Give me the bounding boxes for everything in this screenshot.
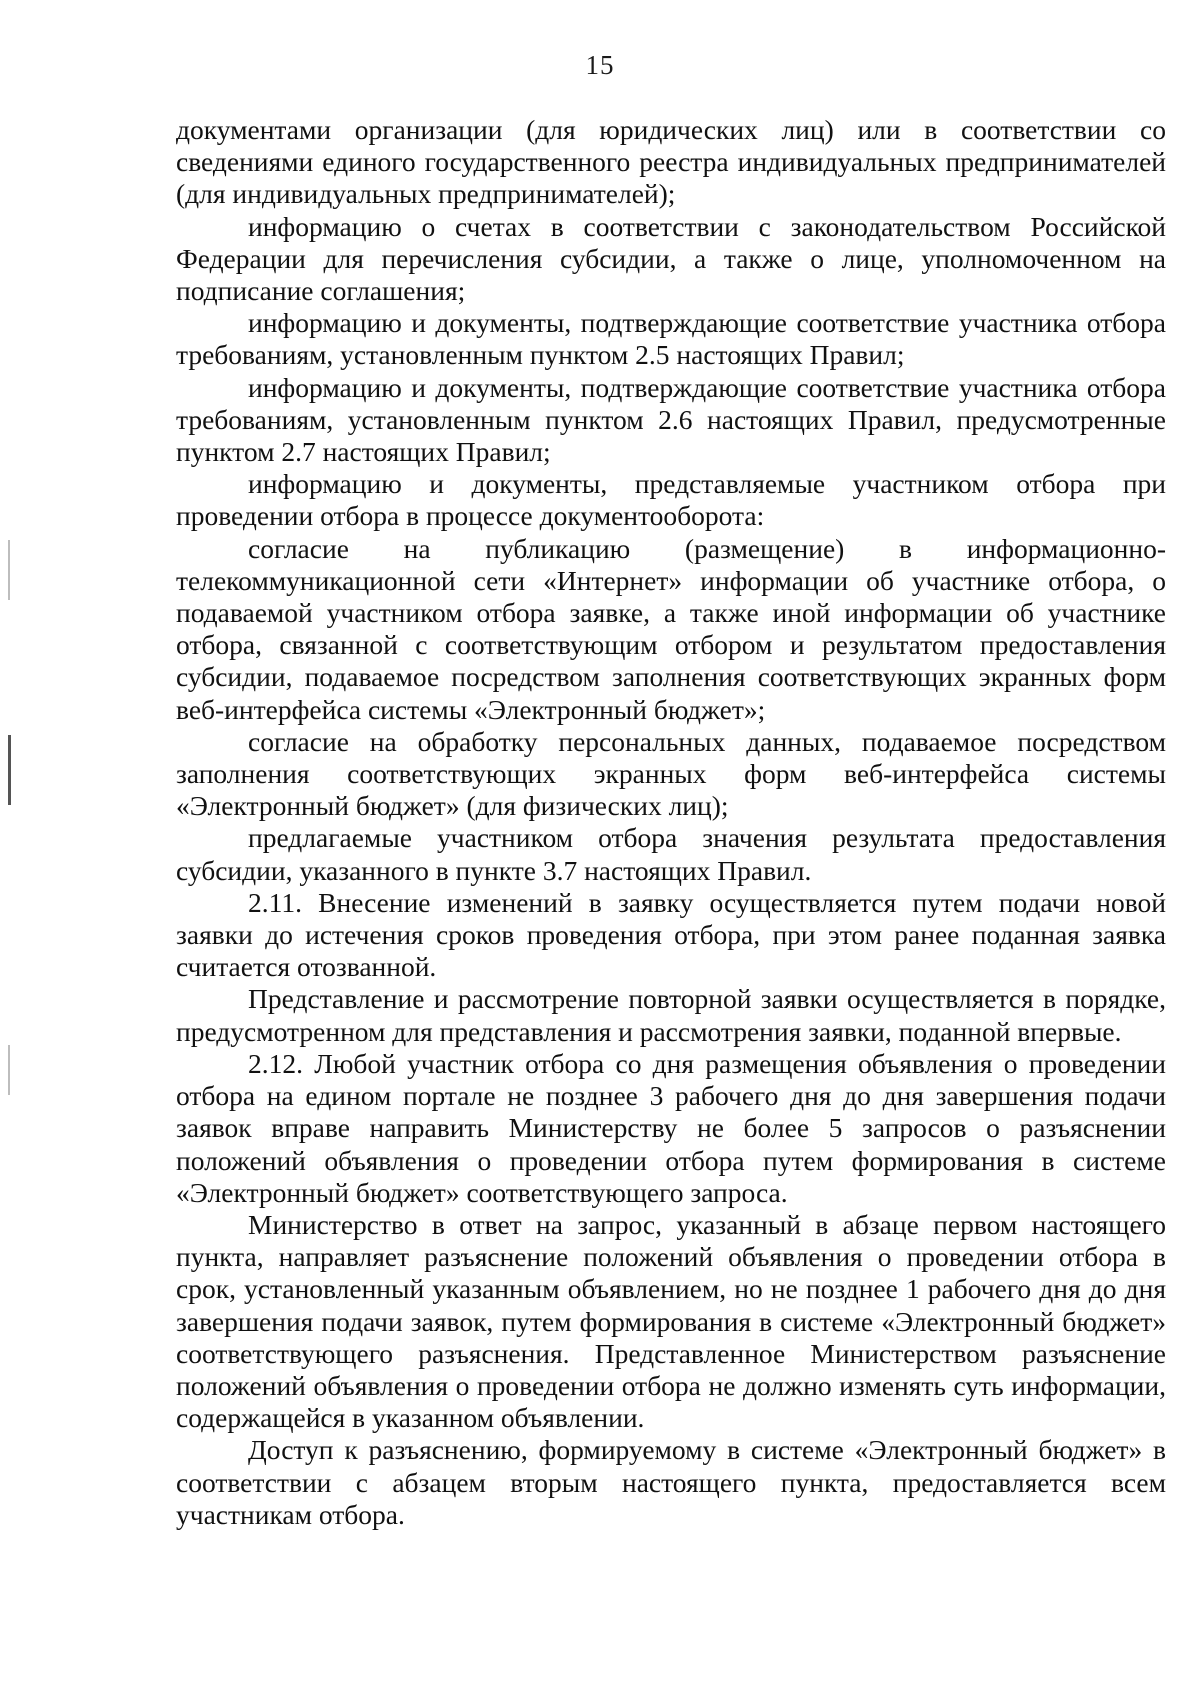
paragraph: Доступ к разъяснению, формируемому в системе «Электронный бюджет» в соответствии с абзацем вторым настоящего пункта, предоставляется всем участникам отбора. bbox=[176, 1434, 1166, 1530]
page-number: 15 bbox=[585, 50, 615, 80]
paragraph: предлагаемые участником отбора значения результата предоставления субсидии, указанного в пункте 3.7 настоящих Правил. bbox=[176, 822, 1166, 886]
paragraph: согласие на публикацию (размещение) в информационно-телекоммуникационной сети «Интернет» информации об участнике отбора, о подаваемой участником отбора заявке, а также иной информации об участнике отбора, связанной с соответствующим отбором и результатом предоставления субсидии, подаваемое посредством заполнения соответствующих экранных форм веб-интерфейса системы «Электронный бюджет»; bbox=[176, 532, 1166, 725]
binding-mark bbox=[8, 1045, 10, 1095]
paragraph: документами организации (для юридических лиц) или в соответствии со сведениями единого государственного реестра индивидуальных предпринимателей (для индивидуальных предпринимателей); bbox=[176, 114, 1166, 210]
paragraph: согласие на обработку персональных данных, подаваемое посредством заполнения соответствующих экранных форм веб-интерфейса системы «Электронный бюджет» (для физических лиц); bbox=[176, 725, 1166, 822]
paragraph: Министерство в ответ на запрос, указанный в абзаце первом настоящего пункта, направляет разъяснение положений объявления о проведении отбора в срок, установленный указанным объявлением, но не позднее 1 рабочего дня до дня завершения подачи заявок, путем формирования в системе «Электронный бюджет» соответствующего разъяснения. Представленное Министерством разъяснение положений объявления о проведении отбора не должно изменять суть информации, содержащейся в указанном объявлении. bbox=[176, 1208, 1166, 1434]
paragraph: 2.12. Любой участник отбора со дня размещения объявления о проведении отбора на едином портале не позднее 3 рабочего дня до дня завершения подачи заявок вправе направить Министерству не более 5 запросов о разъяснении положений объявления о проведении отбора путем формирования в системе «Электронный бюджет» соответствующего запроса. bbox=[176, 1047, 1166, 1208]
document-body bbox=[176, 114, 1166, 1531]
paragraph: информацию и документы, подтверждающие соответствие участника отбора требованиям, установленным пунктом 2.6 настоящих Правил, предусмотренные пунктом 2.7 настоящих Правил; bbox=[176, 371, 1166, 468]
paragraph: 2.11. Внесение изменений в заявку осуществляется путем подачи новой заявки до истечения сроков проведения отбора, при этом ранее поданная заявка считается отозванной. bbox=[176, 886, 1166, 983]
paragraph: информацию и документы, представляемые участником отбора при проведении отбора в процессе документооборота: bbox=[176, 468, 1166, 532]
paragraph: Представление и рассмотрение повторной заявки осуществляется в порядке, предусмотренном для представления и рассмотрения заявки, поданной впервые. bbox=[176, 983, 1166, 1047]
paragraph: информацию и документы, подтверждающие соответствие участника отбора требованиям, установленным пунктом 2.5 настоящих Правил; bbox=[176, 307, 1166, 371]
binding-mark bbox=[8, 540, 10, 600]
paragraph: информацию о счетах в соответствии с законодательством Российской Федерации для перечисления субсидии, а также о лице, уполномоченном на подписание соглашения; bbox=[176, 210, 1166, 307]
binding-mark bbox=[8, 735, 11, 805]
